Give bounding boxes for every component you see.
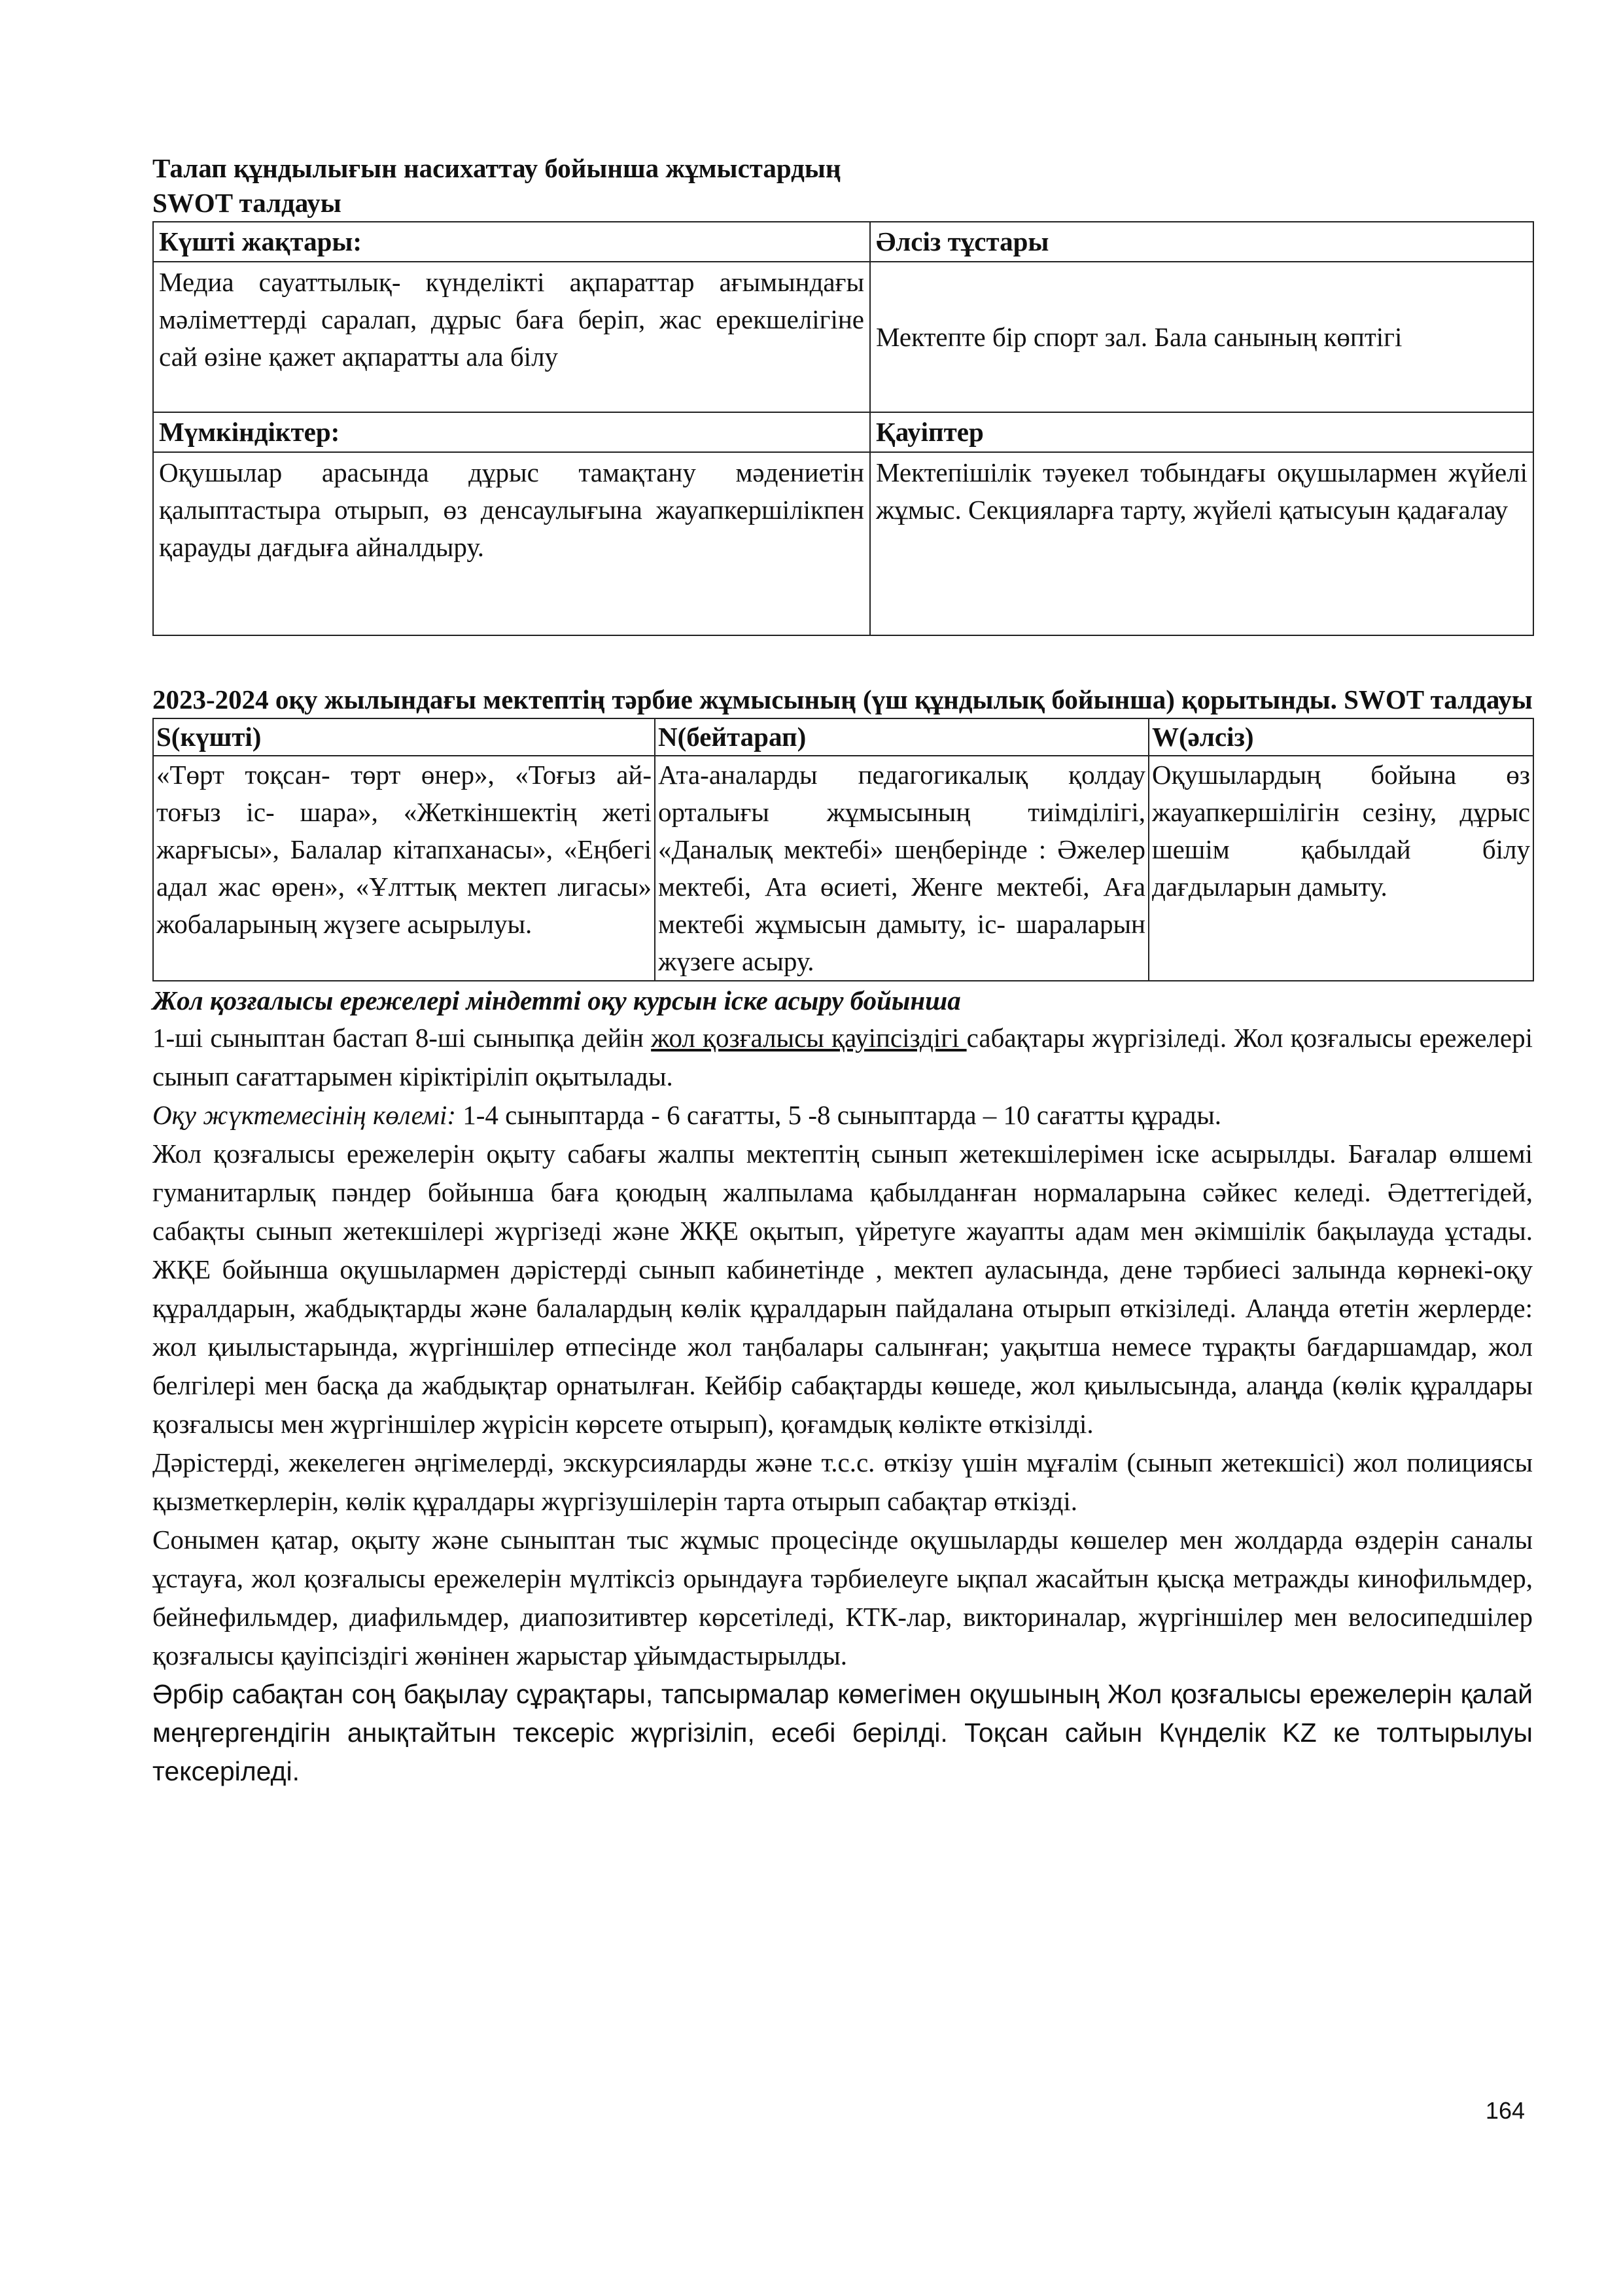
paragraph-5: Сонымен қатар, оқыту және сыныптан тыс жұмыс процесінде оқушыларды көшелер мен жолдарда өздерін саналы ұстауға, жол қозғалысы ережелерін мүлтіксіз орындауға тәрбиелеуге ықпал жасайтын қысқа метражды кинофильмдер, бейнефильмдер, диафильмдер, диапозитивтер көрсетіледі, КТК-лар, викториналар, жүргіншілер мен велосипедшілер қозғалысы қауіпсіздігі жөнінен жарыстар ұйымдастырылды. xyxy=(152,1525,1533,1670)
paragraph-1 xyxy=(152,1019,1533,1096)
s-header: S(күшті) xyxy=(153,718,655,756)
workload-text: 1-4 сыныптарда - 6 сағатты, 5 -8 сыныптарда – 10 сағатты құрады. xyxy=(456,1100,1222,1130)
table-row xyxy=(153,262,1533,412)
table-row xyxy=(153,718,1533,756)
swot-table-talap xyxy=(152,221,1534,636)
paragraph-6: Әрбір сабақтан соң бақылау сұрақтары, тапсырмалар көмегімен оқушының Жол қозғалысы ережелерін қалай меңгергендігін анықтайтын тексеріс жүргізіліп, есебі берілді. Тоқсан сайын Күнделік KZ ке толтырылуы тексеріледі. xyxy=(152,1679,1533,1786)
threats-cell: Мектепішілік тәуекел тобындағы оқушылармен жүйелі жұмыс. Секцияларға тарту, жүйелі қатысуын қадағалау xyxy=(870,452,1533,635)
w-header: W(әлсіз) xyxy=(1149,718,1533,756)
section1-title-line1: Талап құндылығын насихаттау бойынша жұмыстардың xyxy=(152,153,841,183)
section2-title: 2023-2024 оқу жылындағы мектептің тәрбие жұмысының (үш құндылық бойынша) қорытынды. SWOT талдауы xyxy=(152,684,1533,715)
paragraph-4: Дәрістерді, жекелеген әңгімелерді, экскурсияларды және т.с.с. өткізу үшін мұғалім (сынып жетекшісі) жол полициясы қызметкерлерін, көлік құралдары жүргізушілерін тарта отырып сабақтар өткізді. xyxy=(152,1447,1533,1516)
w-cell: Оқушылардың бойына өз жауапкершілігін сезіну, дұрыс шешім қабылдай білу дағдыларын дамыту. xyxy=(1149,756,1533,981)
n-header: N(бейтарап) xyxy=(655,718,1149,756)
table-row xyxy=(153,452,1533,635)
document-page xyxy=(152,150,1533,1791)
page-number: 164 xyxy=(1485,2097,1525,2124)
threats-header: Қауіптер xyxy=(870,412,1533,452)
opportunities-header: Мүмкіндіктер: xyxy=(153,412,870,452)
workload-label: Оқу жүктемесінің көлемі: xyxy=(152,1100,456,1130)
paragraph-1-end: сабақтары жүргізіледі. Жол қозғалысы ережелері сынып сағаттарымен кірiктiрiлiп оқытылады. xyxy=(152,1023,1533,1091)
table-row xyxy=(153,756,1533,981)
weaknesses-header: Әлсіз тұстары xyxy=(870,222,1533,262)
strengths-cell: Медиа сауаттылық- күнделікті ақпараттар ағымындағы мәліметтерді саралап, дұрыс баға беріп, жас ерекшелігіне сай өзіне қажет ақпаратты ала білу xyxy=(153,262,870,412)
paragraph-2 xyxy=(152,1096,1533,1135)
swot-table-tarbie xyxy=(152,718,1534,981)
section1-title-line2: SWOT талдауы xyxy=(152,188,341,218)
opportunities-cell: Оқушылар арасында дұрыс тамақтану мәдениетін қалыптастыра отырып, өз денсаулығына жауапкершілікпен қарауды дағдыға айналдыру. xyxy=(153,452,870,635)
paragraph-1-start: 1-ші сыныптан бастап 8-ші сыныпқа дейін xyxy=(152,1023,652,1053)
table-row xyxy=(153,222,1533,262)
weaknesses-cell: Мектепте бір спорт зал. Бала санының көптігі xyxy=(870,262,1533,412)
table-row xyxy=(153,412,1533,452)
strengths-header: Күшті жақтары: xyxy=(153,222,870,262)
section3-title: Жол қозғалысы ережелері міндетті оқу курсын іске асыру бойынша xyxy=(152,985,961,1016)
road-safety-underlined: жол қозғалысы қауіпсіздігі xyxy=(651,1023,967,1053)
n-cell: Ата-аналарды педагогикалық қолдау орталығы жұмысының тиімділігі, «Даналық мектебі» шеңберінде : Әжелер мектебі, Ата өсиеті, Женге мектебі, Аға мектебі жұмысын дамыту, іс- шараларын жүзеге асыру. xyxy=(655,756,1149,981)
s-cell: «Төрт тоқсан- төрт өнер», «Тоғыз ай- тоғыз іс- шара», «Жеткіншектің жеті жарғысы», Балалар кітапханасы», «Еңбегі адал жас өрен», «Ұлттық мектеп лигасы» жобаларының жүзеге асырылуы. xyxy=(153,756,655,981)
paragraph-3: Жол қозғалысы ережелерін оқыту сабағы жалпы мектептің сынып жетекшілерімен іске асырылды. Бағалар өлшемі гуманитарлық пәндер бойынша баға қоюдың жалпылама қабылданған нормаларына сәйкес келеді. Әдеттегідей, сабақты сынып жетекшілері жүргізеді және ЖҚЕ оқытып, үйретуге жауапты адам мен әкімшілік бақылауда ұстады. ЖҚЕ бойынша оқушылармен дәрістерді сынып кабинетінде , мектеп ауласында, дене тәрбиесі залында көрнекі-оқу құралдарын, жабдықтарды және балалардың көлік құралдарын пайдалана отырып өткізіледі. Алаңда өтетін жерлерде: жол қиылыстарында, жүргіншілер өтпесінде жол таңбалары салынған; уақытша немесе тұрақты бағдаршамдар, жол белгілері мен басқа да жабдықтар орнатылған. Кейбір сабақтарды көшеде, жол қиылысында, алаңда (көлік құралдары қозғалысы мен жүргіншілер жүрісін көрсете отырып), қоғамдық көлікте өткізілді. xyxy=(152,1139,1533,1439)
